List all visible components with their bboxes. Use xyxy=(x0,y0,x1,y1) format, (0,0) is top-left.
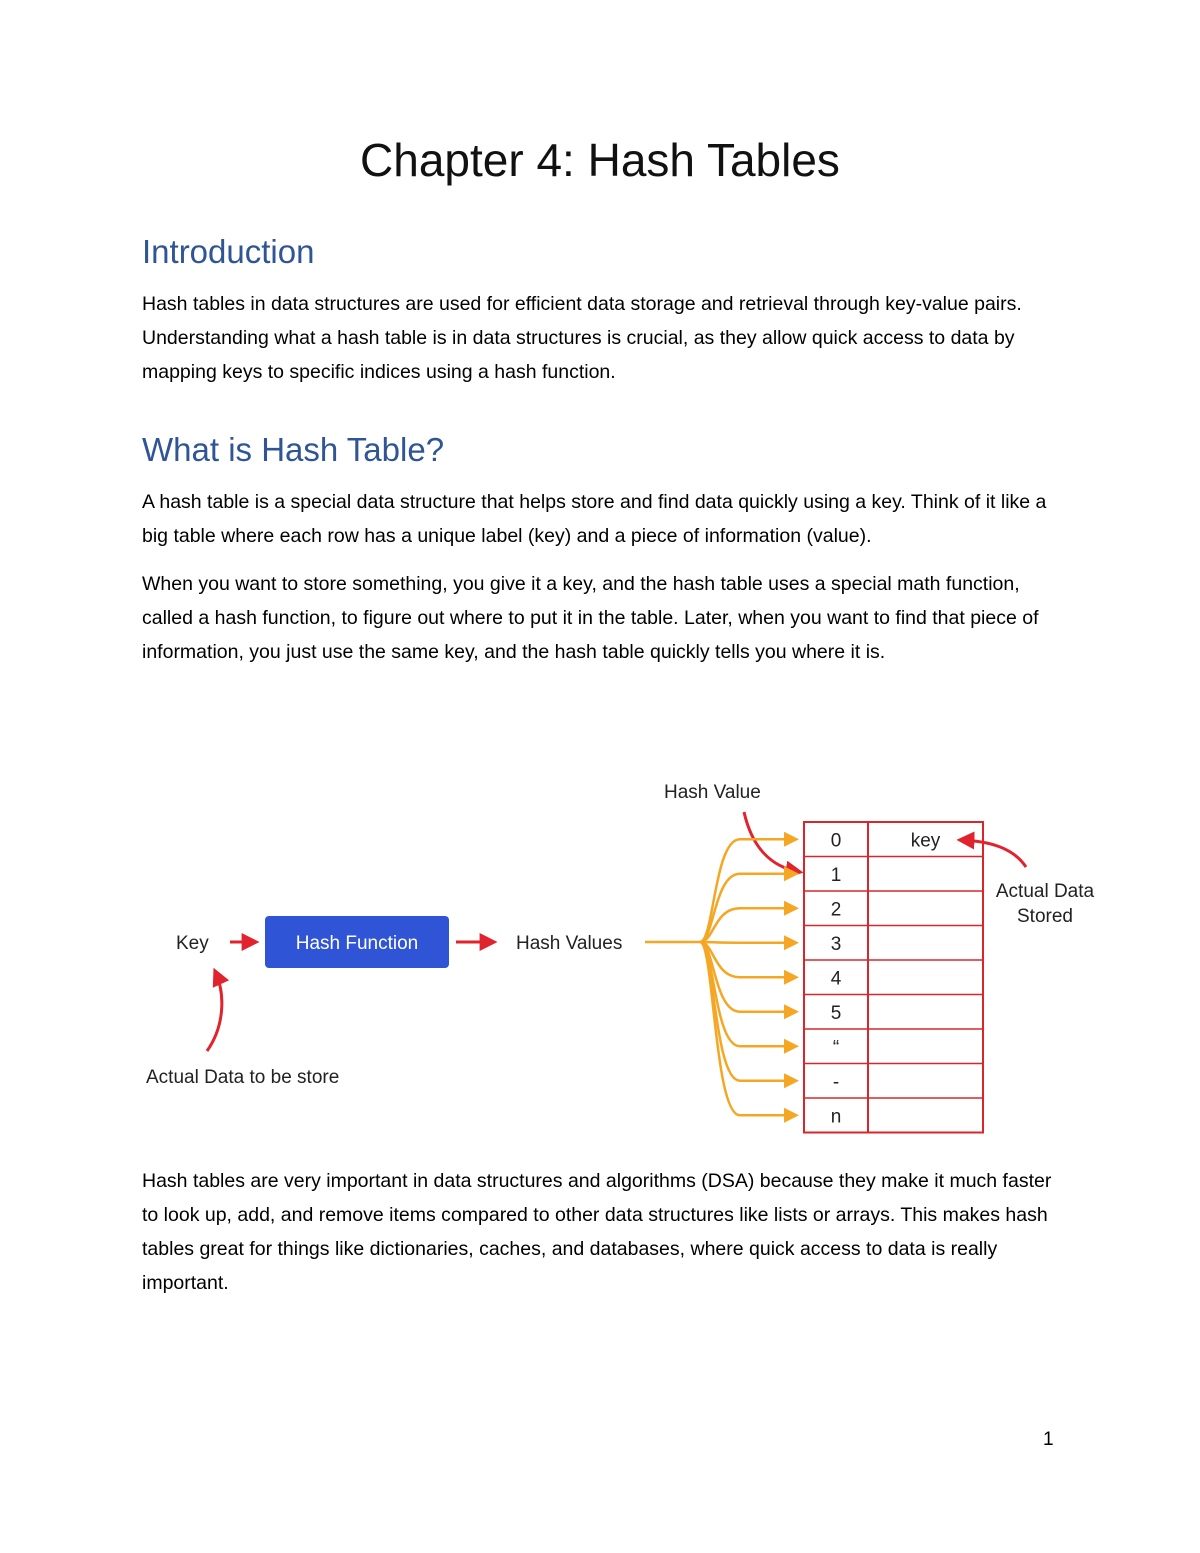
table-index-6: “ xyxy=(832,1037,840,1059)
table-index-2: 2 xyxy=(830,899,842,921)
what-is-hash-table-heading: What is Hash Table? xyxy=(142,431,445,468)
table-index-7: - xyxy=(832,1071,840,1093)
hash-value-arrow xyxy=(744,812,800,872)
introduction-paragraph: Hash tables in data structures are used for efficient data storage and retrieval through key-value pairs. Understanding what a hash table is in data structures is crucial, as they allow quick access to data by mapping keys to specific indices using a hash function. xyxy=(142,293,1022,383)
table-index-5: 5 xyxy=(830,1002,842,1024)
actual-data-stored-label-1: Actual Data xyxy=(995,881,1095,902)
actual-data-to-store-label: Actual Data to be store xyxy=(146,1067,340,1088)
fan-out-arrows xyxy=(645,839,796,1115)
page-number: 1 xyxy=(1043,1429,1054,1450)
hash-value-label: Hash Value xyxy=(664,782,761,803)
hash-table xyxy=(804,822,983,1133)
actual-data-stored-label-2: Stored xyxy=(1017,906,1073,927)
hash-function-label: Hash Function xyxy=(295,933,419,954)
importance-paragraph: Hash tables are very important in data structures and algorithms (DSA) because they make it much faster to look up, add, and remove items compared to other data structures like lists or arrays. This makes hash tables great for things like dictionaries, caches, and databases, where quick access to data is really important. xyxy=(142,1170,1052,1294)
introduction-heading: Introduction xyxy=(142,233,315,270)
hash-table-diagram-svg xyxy=(140,755,1110,1145)
fan-arrow-8 xyxy=(700,942,796,1115)
table-index-8: n xyxy=(830,1106,842,1128)
fan-arrow-3 xyxy=(700,942,796,943)
actual-data-arrow xyxy=(207,971,222,1051)
table-index-3: 3 xyxy=(830,933,842,955)
table-value-0: key xyxy=(910,830,941,852)
page-title: Chapter 4: Hash Tables xyxy=(360,134,840,186)
key-label: Key xyxy=(176,933,209,954)
definition-paragraph: A hash table is a special data structure that helps store and find data quickly using a key. Think of it like a big table where each row has a unique label (key) and a piece of information (value). xyxy=(142,491,1047,547)
actual-data-stored-arrow xyxy=(960,840,1026,867)
hash-table-diagram xyxy=(140,755,1110,1145)
hash-values-label: Hash Values xyxy=(516,933,623,954)
table-index-1: 1 xyxy=(830,864,842,886)
table-index-0: 0 xyxy=(830,830,842,852)
table-index-4: 4 xyxy=(830,968,842,990)
hash-function-paragraph: When you want to store something, you give it a key, and the hash table uses a special math function, called a hash function, to figure out where to put it in the table. Later, when you want to find that piece of information, you just use the same key, and the hash table quickly tells you where it is. xyxy=(142,573,1039,663)
